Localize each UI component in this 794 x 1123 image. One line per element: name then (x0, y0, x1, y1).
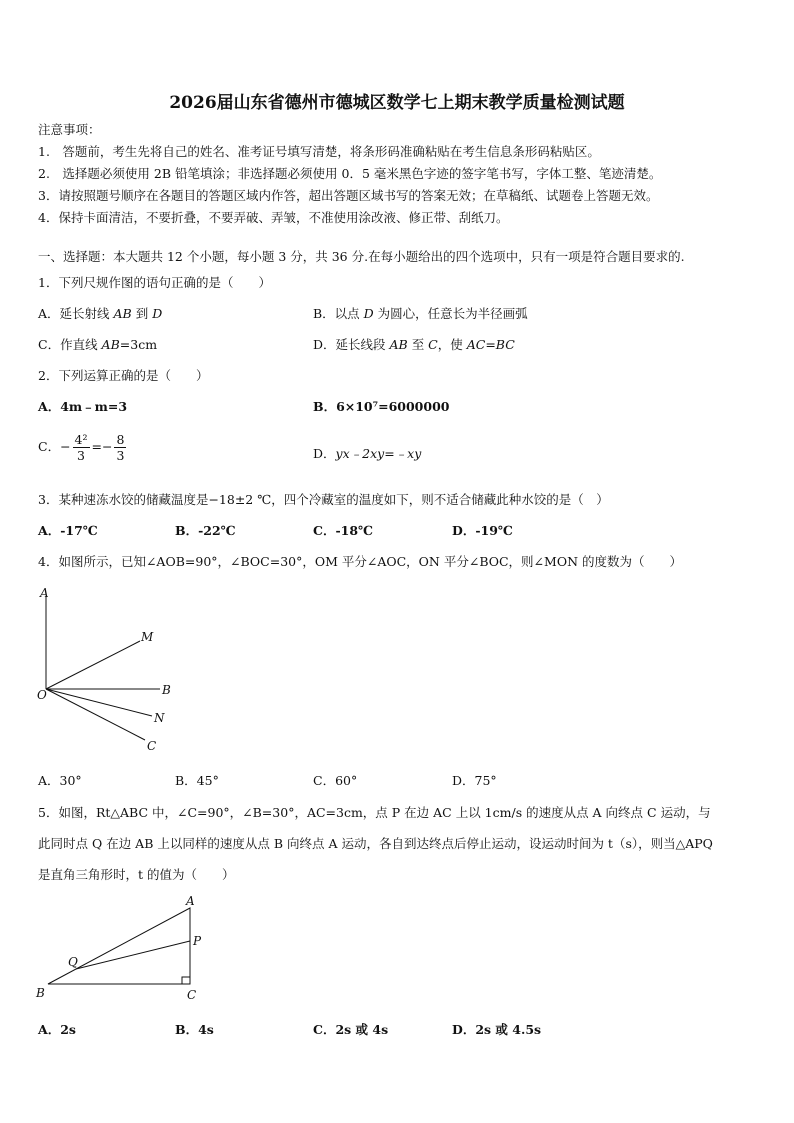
label-p: P (193, 934, 202, 948)
ray-oc (46, 689, 145, 740)
q5-stem-line-2: 此同时点 Q 在边 AB 上以同样的速度从点 B 向终点 A 运动，各自到达终点后停止运动，设运动时间为 t（s），则当△APQ (38, 836, 713, 851)
label-q: Q (68, 955, 78, 969)
label-a: A (40, 586, 49, 600)
q5-stem-line-1: 5．如图，Rt△ABC 中，∠C=90°，∠B=30°，AC=3cm，点 P 在边 AC 上以 1cm/s 的速度从点 A 向终点 C 运动，与 (38, 805, 711, 820)
q1-stem: 1．下列尺规作图的语句正确的是（ ） (38, 275, 271, 290)
q5-stem-line-3: 是直角三角形时，t 的值为（ ） (38, 867, 235, 882)
notice-heading: 注意事项： (38, 122, 101, 137)
q3-option-c: C．-18℃ (313, 523, 374, 538)
q4-option-b: B．45° (175, 773, 219, 788)
q4-stem: 4．如图所示，已知∠AOB=90°，∠BOC=30°，OM 平分∠AOC，ON 平分∠BOC，则∠MON 的度数为（ ） (38, 554, 682, 569)
q1-option-a: A．延长射线 AB 到 D (38, 306, 163, 321)
q2-option-b: B．6×10⁷=6000000 (313, 399, 450, 414)
q1-option-d: D．延长线段 AB 至 C，使 AC=BC (313, 337, 515, 352)
fraction-1: $\frac{\text{4²}}{3}$ (74, 432, 88, 463)
q4-option-d: D．75° (452, 773, 497, 788)
q3-option-a: A．-17℃ (38, 523, 98, 538)
q5-option-b: B．4s (175, 1022, 214, 1037)
q3-option-b: B．-22℃ (175, 523, 236, 538)
q5-option-a: A．2s (38, 1022, 76, 1037)
label-c: C (187, 988, 197, 1002)
label-m: M (141, 630, 154, 644)
q1-option-b: B．以点 D 为圆心，任意长为半径画弧 (313, 306, 528, 321)
q5-triangle-figure (30, 893, 210, 1008)
label-o: O (37, 688, 47, 702)
q5-option-c: C．2s 或 4s (313, 1022, 389, 1037)
label-n: N (154, 711, 165, 725)
q4-option-c: C．60° (313, 773, 358, 788)
q1-option-c: C．作直线 AB=3cm (38, 337, 158, 352)
notice-item-1: 1. 答题前，考生先将自己的姓名、准考证号填写清楚，将条形码准确粘贴在考生信息条形码粘贴区。 (38, 144, 600, 159)
fraction-2: $\frac{8}{3}$ (116, 432, 125, 463)
label-a: A (186, 894, 195, 908)
notice-item-2: 2. 选择题必须使用 2B 铅笔填涂；非选择题必须使用 0．5 毫米黑色字迹的签字笔书写，字体工整、笔迹清楚。 (38, 166, 662, 181)
q4-option-a: A．30° (38, 773, 82, 788)
q2-stem: 2．下列运算正确的是（ ） (38, 368, 209, 383)
label-b: B (162, 683, 171, 697)
ray-on (46, 689, 152, 716)
notice-item-3: 3．请按照题号顺序在各题目的答题区域内作答，超出答题区域书写的答案无效；在草稿纸、试题卷上答题无效。 (38, 188, 659, 203)
section-heading: 一、选择题：本大题共 12 个小题，每小题 3 分，共 36 分.在每小题给出的四个选项中，只有一项是符合题目要求的. (38, 249, 685, 264)
q3-stem: 3．某种速冻水饺的储藏温度是−18±2 ℃，四个冷藏室的温度如下，则不适合储藏此种水饺的是（ ） (38, 492, 609, 507)
q2-option-a: A．4m﹣m=3 (38, 399, 128, 414)
ray-om (46, 641, 140, 689)
segment-pq (76, 941, 190, 969)
q2-option-d: D．yx﹣2xy=﹣xy (313, 446, 422, 461)
q4-angle-figure (30, 584, 190, 759)
notice-item-4: 4．保持卡面清洁，不要折叠，不要弄破、弄皱，不准使用涂改液、修正带、刮纸刀。 (38, 210, 509, 225)
label-c: C (147, 739, 157, 753)
right-angle-mark (182, 977, 190, 984)
q5-option-d: D．2s 或 4.5s (452, 1022, 542, 1037)
page-title: 2026届山东省德州市德城区数学七上期末教学质量检测试题 (169, 93, 625, 113)
q2-option-c: C．− $\frac{\text{4²}}{3}$ =− $\frac{8}{3}$ (38, 432, 125, 463)
label-b: B (36, 986, 45, 1000)
q3-option-d: D．-19℃ (452, 523, 513, 538)
